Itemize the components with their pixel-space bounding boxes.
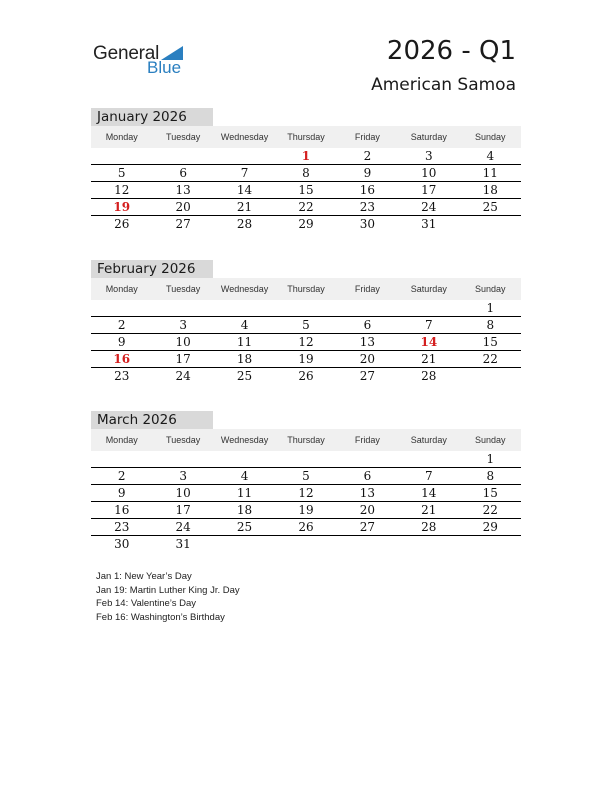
day-cell: 13 <box>152 182 213 199</box>
day-cell: 1 <box>275 148 336 165</box>
day-cell: 10 <box>398 165 459 182</box>
week-row <box>91 334 521 351</box>
day-cell: 28 <box>236 217 253 231</box>
day-cell: 6 <box>337 468 398 485</box>
weekday-header: Monday <box>91 278 152 300</box>
holiday-note: Feb 14: Valentine’s Day <box>96 598 196 610</box>
day-cell: 11 <box>214 334 275 351</box>
day-cell: 4 <box>214 317 275 334</box>
day-cell: 15 <box>460 485 521 502</box>
day-cell: 27 <box>359 369 376 383</box>
calendar-table <box>91 278 521 384</box>
day-cell <box>214 536 275 553</box>
day-cell: 9 <box>91 485 152 502</box>
day-cell: 13 <box>337 485 398 502</box>
day-cell: 2 <box>337 148 398 165</box>
day-cell: 22 <box>460 502 521 519</box>
day-cell <box>337 536 398 553</box>
weekday-header: Friday <box>337 278 398 300</box>
day-cell: 5 <box>275 468 336 485</box>
weekday-header: Saturday <box>398 278 459 300</box>
week-row <box>91 485 521 502</box>
day-cell <box>460 536 521 553</box>
weekday-header: Friday <box>337 429 398 451</box>
day-cell: 24 <box>175 369 191 383</box>
week-row <box>91 300 521 317</box>
day-cell: 21 <box>398 502 459 519</box>
day-cell: 30 <box>114 537 130 551</box>
day-cell <box>214 300 275 317</box>
day-cell: 23 <box>91 519 152 536</box>
country-name: American Samoa <box>371 75 516 95</box>
week-row <box>91 317 521 334</box>
month-name: March 2026 <box>91 411 213 429</box>
day-cell: 12 <box>275 334 336 351</box>
month-name: January 2026 <box>91 108 213 126</box>
day-cell: 16 <box>91 351 152 368</box>
weekday-header: Tuesday <box>152 278 213 300</box>
day-cell <box>214 148 275 165</box>
day-cell: 5 <box>91 165 152 182</box>
day-cell: 31 <box>421 217 437 231</box>
day-cell <box>214 451 275 468</box>
holiday-note: Feb 16: Washington’s Birthday <box>96 611 225 623</box>
day-cell: 22 <box>460 351 521 368</box>
day-cell: 28 <box>398 519 459 536</box>
day-cell: 19 <box>275 351 336 368</box>
day-cell: 26 <box>275 519 336 536</box>
day-cell: 23 <box>337 199 398 216</box>
day-cell: 16 <box>337 182 398 199</box>
day-cell: 6 <box>152 165 213 182</box>
week-row <box>91 182 521 199</box>
weekday-header: Thursday <box>275 278 336 300</box>
week-row <box>91 468 521 485</box>
day-cell: 12 <box>91 182 152 199</box>
week-row <box>91 502 521 519</box>
weekday-header: Saturday <box>398 126 459 148</box>
day-cell: 28 <box>421 369 437 383</box>
day-cell: 25 <box>460 199 521 216</box>
day-cell: 21 <box>398 351 459 368</box>
day-cell: 7 <box>398 317 459 334</box>
week-row <box>91 536 521 553</box>
day-cell <box>91 300 152 317</box>
weekday-header: Friday <box>337 126 398 148</box>
weekday-header: Wednesday <box>214 429 275 451</box>
day-cell: 18 <box>214 502 275 519</box>
weekday-header: Thursday <box>275 126 336 148</box>
day-cell: 25 <box>236 369 253 383</box>
weekday-header: Sunday <box>460 429 521 451</box>
day-cell: 9 <box>337 165 398 182</box>
day-cell: 2 <box>91 317 152 334</box>
day-cell: 13 <box>337 334 398 351</box>
day-cell: 10 <box>152 334 213 351</box>
day-cell <box>152 148 213 165</box>
day-cell: 31 <box>175 537 191 551</box>
week-row <box>91 368 521 385</box>
day-cell: 29 <box>298 217 314 231</box>
day-cell: 9 <box>91 334 152 351</box>
week-row <box>91 351 521 368</box>
logo-word-blue: Blue <box>147 58 182 77</box>
day-cell: 20 <box>337 502 398 519</box>
day-cell: 27 <box>337 519 398 536</box>
month-january <box>91 108 521 232</box>
day-cell: 5 <box>275 317 336 334</box>
weekday-header: Monday <box>91 126 152 148</box>
month-march <box>91 411 521 552</box>
day-cell: 3 <box>152 317 213 334</box>
week-row <box>91 216 521 233</box>
day-cell: 23 <box>114 369 130 383</box>
weekday-header: Monday <box>91 429 152 451</box>
day-cell: 15 <box>460 334 521 351</box>
week-row <box>91 451 521 468</box>
day-cell: 21 <box>214 199 275 216</box>
day-cell: 11 <box>460 165 521 182</box>
day-cell: 17 <box>152 351 213 368</box>
calendar-table <box>91 429 521 552</box>
page-title: 2026 - Q1 <box>386 36 516 66</box>
day-cell <box>91 148 152 165</box>
day-cell: 18 <box>460 182 521 199</box>
day-cell <box>398 300 459 317</box>
day-cell: 25 <box>214 519 275 536</box>
day-cell <box>275 451 336 468</box>
day-cell <box>152 451 213 468</box>
day-cell: 14 <box>398 334 459 351</box>
day-cell: 8 <box>460 317 521 334</box>
weekday-header: Saturday <box>398 429 459 451</box>
day-cell: 4 <box>460 148 521 165</box>
day-cell <box>398 451 459 468</box>
day-cell: 17 <box>398 182 459 199</box>
week-row <box>91 199 521 216</box>
day-cell: 29 <box>460 519 521 536</box>
holiday-note: Jan 19: Martin Luther King Jr. Day <box>96 584 240 596</box>
day-cell: 24 <box>398 199 459 216</box>
day-cell: 3 <box>152 468 213 485</box>
day-cell <box>398 536 459 553</box>
day-cell <box>460 216 521 233</box>
weekday-header: Sunday <box>460 126 521 148</box>
day-cell: 11 <box>214 485 275 502</box>
calendar-table <box>91 126 521 232</box>
day-cell: 18 <box>214 351 275 368</box>
day-cell: 4 <box>214 468 275 485</box>
weekday-header: Sunday <box>460 278 521 300</box>
day-cell <box>337 300 398 317</box>
day-cell: 20 <box>337 351 398 368</box>
weekday-header: Thursday <box>275 429 336 451</box>
day-cell: 22 <box>275 199 336 216</box>
day-cell: 8 <box>460 468 521 485</box>
day-cell <box>152 300 213 317</box>
weekday-header: Wednesday <box>214 278 275 300</box>
day-cell: 7 <box>214 165 275 182</box>
month-february <box>91 260 521 384</box>
week-row <box>91 519 521 536</box>
day-cell: 24 <box>152 519 213 536</box>
day-cell: 26 <box>114 217 130 231</box>
day-cell <box>91 451 152 468</box>
day-cell: 15 <box>275 182 336 199</box>
week-row <box>91 165 521 182</box>
weekday-header: Tuesday <box>152 126 213 148</box>
weekday-header: Wednesday <box>214 126 275 148</box>
holiday-notes <box>96 570 240 624</box>
day-cell: 1 <box>460 300 521 317</box>
day-cell <box>275 536 336 553</box>
day-cell: 8 <box>275 165 336 182</box>
logo-word-general: General <box>93 43 160 64</box>
day-cell <box>337 451 398 468</box>
day-cell: 3 <box>398 148 459 165</box>
day-cell: 1 <box>460 451 521 468</box>
week-row <box>91 148 521 165</box>
day-cell: 6 <box>337 317 398 334</box>
day-cell <box>460 368 521 385</box>
generalblue-logo <box>93 40 203 80</box>
day-cell: 17 <box>152 502 213 519</box>
day-cell: 14 <box>398 485 459 502</box>
day-cell: 12 <box>275 485 336 502</box>
weekday-header: Tuesday <box>152 429 213 451</box>
holiday-note: Jan 1: New Year’s Day <box>96 571 192 582</box>
day-cell: 10 <box>152 485 213 502</box>
day-cell: 19 <box>91 199 152 216</box>
day-cell: 7 <box>398 468 459 485</box>
day-cell: 14 <box>214 182 275 199</box>
day-cell: 30 <box>359 217 376 231</box>
day-cell: 2 <box>91 468 152 485</box>
day-cell: 20 <box>152 199 213 216</box>
day-cell: 19 <box>275 502 336 519</box>
month-name: February 2026 <box>91 260 213 278</box>
day-cell: 27 <box>175 217 191 231</box>
day-cell: 16 <box>91 502 152 519</box>
day-cell: 26 <box>298 369 314 383</box>
day-cell <box>275 300 336 317</box>
